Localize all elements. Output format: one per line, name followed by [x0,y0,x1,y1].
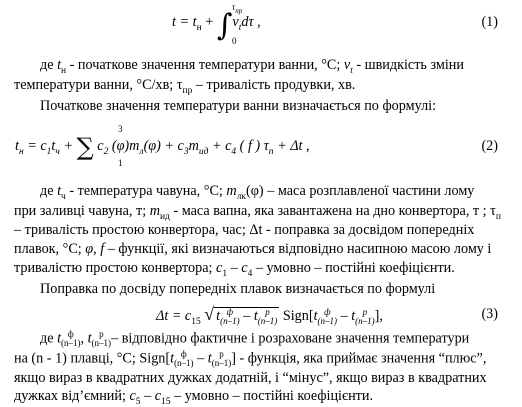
integral-sign: ∫ [216,8,233,43]
para5-line3: якщо вираз в квадратних дужках додатній, і “мінус”, якщо вираз в квадратних [14,370,487,386]
sqrt-radicand: t ф (n–1) – t р (n–1) [216,306,278,326]
para4-line: Поправка по досвіду попередніх плавок визначається по формулі [40,281,436,297]
para2-line: Початкове значення температури ванни визначається по формулі: [40,98,437,114]
para5-line4: дужках від’ємний; $c_5 - c_{15}$ – умовно – постійні коефіцієнти. [14,388,374,407]
sqrt-sign: √ [204,304,215,324]
equation-2: $t_н = c_1t_ч$ + ∑ $c_2$ $(\varphi)m_л(\varphi) + c_3m_{ид} + c_4$ ( f ) $\tau_п + \Delta t$ , [15,133,310,161]
para3-line3: – тривалість простою конвертора, час; Δt - поправка за досвідом попередніх [14,222,475,238]
eq2-sum-lower: 1 [118,158,123,168]
para3-line5: тривалістю простою конвертора; $c_1 - c_4$ – умовно – постійні коефіцієнти. [14,260,455,279]
eq1-integrand: v [232,14,239,30]
para1-line2: температури ванни, °С/хв; $\tau_{пр}$ – тривалість продувки, хв. [14,77,356,96]
para3-line2: при заливці чавуна, т; $m_{ид}$ - маса вапна, яка завантажена на дно конвертора, т ; $\tau_п$ [14,203,501,222]
para5-line1: де t ф (n–1), t р (n–1)– відповідно фактичне і розраховане значення температури [40,329,470,348]
eq1-int-upper: $\tau_{пр}$ [232,2,243,15]
equation-3: $\Delta t = c_{15}$ √ t ф (n–1) – t р (n–1) Sign[t ф (n–1) – t р (n–1)], [156,304,383,327]
sum-sign: ∑ [76,133,94,161]
eq2-sum-upper: 3 [118,124,123,134]
para3-line4: плавок, °С; φ, f – функції, які визначаються відповідно насипною масою лому і [14,241,492,257]
eq1-plus: + [205,14,214,30]
eq1-integrand-tail: dτ , [241,14,261,30]
para5-line2: на (n - 1) плавці, °С; Sign[t ф (n–1) – t р (n–1)] - функція, яка приймає значення “плюс”, [14,349,487,368]
para1-line1: де $t_н$ - початкове значення температури ванни, °С; $v_t$ - швидкість зміни [40,57,464,76]
eq2-number: (2) [481,138,498,154]
eq3-number: (3) [481,306,498,322]
para3-line1: де $t_ч$ - температура чавуна, °С; $m_{лк}(\varphi)$ – маса розплавленої частини лому [40,183,475,202]
eq1-int-lower: 0 [232,36,237,46]
eq1-lhs: t = t [172,14,197,30]
eq1-number: (1) [481,14,498,30]
eq1-lhs-sub: н [196,22,202,33]
eq1-integrand-sub: t [238,22,242,33]
